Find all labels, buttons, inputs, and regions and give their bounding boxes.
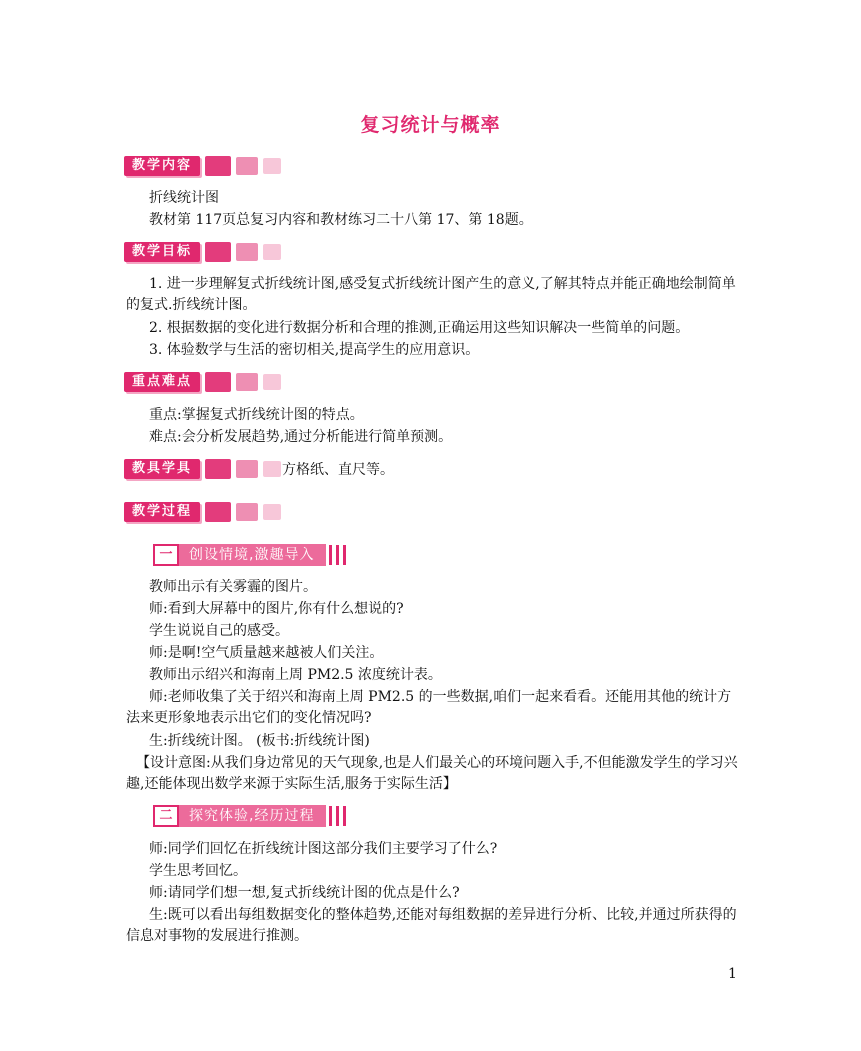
section-label: 教学内容 — [124, 156, 200, 176]
process-line: 学生思考回忆。 — [149, 863, 247, 879]
process-line: 生:既可以看出每组数据变化的整体趋势,还能对每组数据的差异进行分析、比较,并通过所获得的信息对事物的发展进行推测。 — [126, 907, 737, 944]
decor-square — [263, 244, 281, 260]
section-label: 教学目标 — [124, 242, 200, 262]
subsection-header-1 — [153, 544, 350, 566]
process-line: 师:是啊!空气质量越来越被人们关注。 — [149, 645, 384, 661]
goal-item: 3. 体验数学与生活的密切相关,提高学生的应用意识。 — [149, 342, 480, 358]
decor-square — [236, 243, 258, 261]
design-intent: 【设计意图:从我们身边常见的天气现象,也是人们最关心的环境问题入手,不但能激发学生的学习兴趣,还能体现出数学来源于实际生活,服务于实际生活】 — [126, 755, 738, 792]
decor-square — [205, 372, 231, 392]
process-line: 师:请同学们想一想,复式折线统计图的优点是什么? — [149, 885, 460, 901]
decor-square — [263, 374, 281, 390]
decor-square — [236, 460, 258, 478]
decor-square — [263, 158, 281, 174]
subsection-title: 创设情境,激趣导入 — [179, 544, 326, 566]
process-line: 教师出示绍兴和海南上周 PM2.5 浓度统计表。 — [149, 667, 442, 683]
subsection-header-2 — [153, 805, 350, 827]
subsection-number: 一 — [153, 544, 179, 566]
decor-square — [236, 503, 258, 521]
process-line: 生:折线统计图。 (板书:折线统计图) — [149, 733, 370, 749]
section-header-process — [124, 500, 281, 524]
section-header-content — [124, 154, 281, 178]
process-line: 师:看到大屏幕中的图片,你有什么想说的? — [149, 601, 404, 617]
difficulty-line: 难点:会分析发展趋势,通过分析能进行简单预测。 — [149, 429, 453, 445]
section-label: 教具学具 — [124, 459, 200, 479]
key-point-line: 重点:掌握复式折线统计图的特点。 — [149, 407, 364, 423]
subsection-title: 探究体验,经历过程 — [179, 805, 326, 827]
section-header-goals — [124, 240, 281, 264]
subsection-number: 二 — [153, 805, 179, 827]
decor-bars — [329, 545, 350, 565]
decor-square — [205, 156, 231, 176]
process-line: 师:同学们回忆在折线统计图这部分我们主要学习了什么? — [149, 841, 498, 857]
section-label: 教学过程 — [124, 502, 200, 522]
section-label: 重点难点 — [124, 372, 200, 392]
tools-text: 方格纸、直尺等。 — [282, 462, 395, 478]
section-header-key-points — [124, 370, 281, 394]
section-header-tools — [124, 457, 394, 481]
process-line: 师:老师收集了关于绍兴和海南上周 PM2.5 的一些数据,咱们一起来看看。还能用其他的统计方法来更形象地表示出它们的变化情况吗? — [126, 689, 732, 726]
decor-square — [236, 373, 258, 391]
decor-bars — [329, 806, 350, 826]
decor-square — [205, 459, 231, 479]
decor-square — [205, 502, 231, 522]
decor-square — [263, 504, 281, 520]
process-line: 教师出示有关雾霾的图片。 — [149, 579, 317, 595]
content-line: 折线统计图 — [149, 190, 219, 206]
content-line: 教材第 117页总复习内容和教材练习二十八第 17、第 18题。 — [149, 212, 533, 228]
decor-square — [236, 157, 258, 175]
goal-item: 1. 进一步理解复式折线统计图,感受复式折线统计图产生的意义,了解其特点并能正确地绘制简单的复式.折线统计图。 — [126, 276, 736, 313]
goal-item: 2. 根据数据的变化进行数据分析和合理的推测,正确运用这些知识解决一些简单的问题。 — [149, 320, 690, 336]
page-number: 1 — [728, 966, 737, 982]
decor-square — [205, 242, 231, 262]
decor-square — [263, 461, 281, 477]
page-title: 复习统计与概率 — [360, 114, 501, 136]
process-line: 学生说说自己的感受。 — [149, 623, 289, 639]
